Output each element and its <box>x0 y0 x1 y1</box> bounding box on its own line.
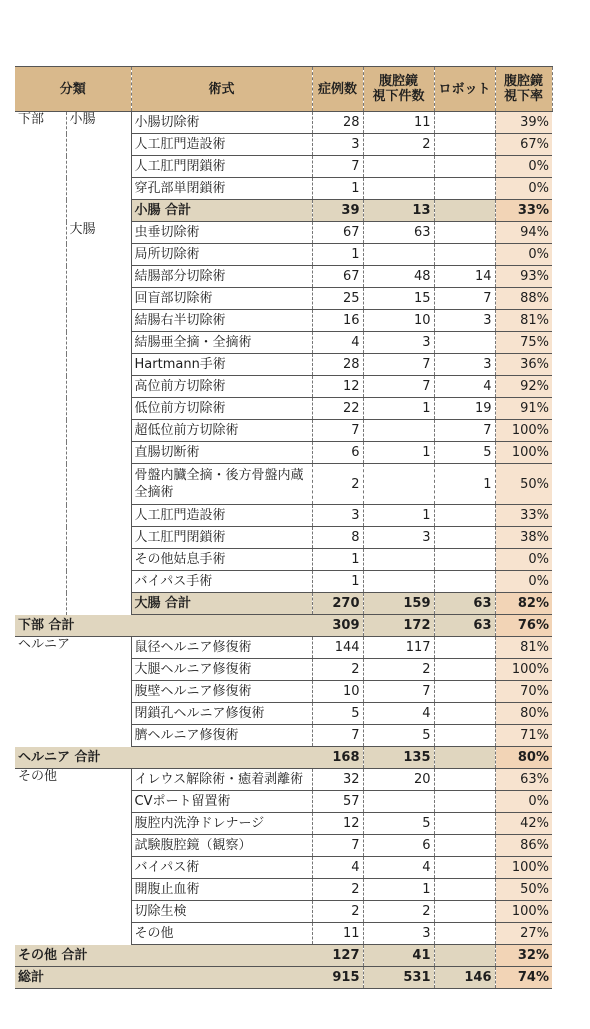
rate-cell: 88% <box>495 288 552 310</box>
section-label-lower: 下部 <box>15 112 66 615</box>
procedure-cell: 人工肛門閉鎖術 <box>131 527 312 549</box>
laparoscopic-cell: 3 <box>363 332 434 354</box>
table-row <box>15 769 552 791</box>
cases-cell: 67 <box>312 222 363 244</box>
cases-cell: 7 <box>312 156 363 178</box>
cases-cell: 11 <box>312 923 363 945</box>
section-label-hernia: ヘルニア <box>18 637 71 652</box>
laparoscopic-cell: 1 <box>363 879 434 901</box>
cases-cell: 1 <box>312 178 363 200</box>
rate-cell: 100% <box>495 659 552 681</box>
laparoscopic-cell: 5 <box>363 813 434 835</box>
procedure-cell: 結腸右半切除術 <box>131 310 312 332</box>
laparoscopic-cell <box>363 549 434 571</box>
procedure-cell: 直腸切断術 <box>131 442 312 464</box>
grand-total-row <box>15 967 552 989</box>
laparoscopic-cell: 2 <box>363 901 434 923</box>
section-label-other: その他 <box>18 769 58 784</box>
robot-cell <box>434 527 495 549</box>
procedure-cell: 試験腹腔鏡（観察） <box>131 835 312 857</box>
robot-cell <box>434 244 495 266</box>
robot-cell <box>434 901 495 923</box>
group-total-row <box>15 615 552 637</box>
laparoscopic-cell: 13 <box>363 200 434 222</box>
procedure-cell: 超低位前方切除術 <box>131 420 312 442</box>
rate-cell: 27% <box>495 923 552 945</box>
procedure-cell: 閉鎖孔ヘルニア修復術 <box>131 703 312 725</box>
cases-cell: 1 <box>312 244 363 266</box>
robot-cell <box>434 659 495 681</box>
rate-cell: 67% <box>495 134 552 156</box>
cases-cell: 28 <box>312 354 363 376</box>
cases-cell: 2 <box>312 901 363 923</box>
laparoscopic-cell: 7 <box>363 376 434 398</box>
procedure-cell: 鼠径ヘルニア修復術 <box>131 637 312 659</box>
group-total-label: ヘルニア 合計 <box>15 747 312 769</box>
procedure-cell: 虫垂切除術 <box>131 222 312 244</box>
robot-cell <box>434 112 495 134</box>
cases-cell: 2 <box>312 659 363 681</box>
robot-cell <box>434 200 495 222</box>
rate-cell: 100% <box>495 901 552 923</box>
rate-cell: 63% <box>495 769 552 791</box>
robot-cell <box>434 703 495 725</box>
header-laparoscopic-line2: 視下件数 <box>372 89 425 104</box>
robot-cell <box>434 156 495 178</box>
rate-cell: 100% <box>495 442 552 464</box>
robot-cell: 4 <box>434 376 495 398</box>
cases-cell: 12 <box>312 813 363 835</box>
procedure-cell: 切除生検 <box>131 901 312 923</box>
procedure-cell: 腹腔内洗浄ドレナージ <box>131 813 312 835</box>
rate-cell: 0% <box>495 244 552 266</box>
group-total-label: その他 合計 <box>15 945 312 967</box>
cases-cell: 57 <box>312 791 363 813</box>
procedure-cell: その他 <box>131 923 312 945</box>
robot-cell <box>434 549 495 571</box>
laparoscopic-cell <box>363 420 434 442</box>
robot-cell: 14 <box>434 266 495 288</box>
rate-cell: 81% <box>495 637 552 659</box>
header-category: 分類 <box>15 67 131 112</box>
robot-cell <box>434 747 495 769</box>
rate-cell: 0% <box>495 571 552 593</box>
laparoscopic-cell: 531 <box>363 967 434 989</box>
robot-cell <box>434 923 495 945</box>
rate-cell: 91% <box>495 398 552 420</box>
header-laparoscopic-line1: 腹腔鏡 <box>379 74 419 89</box>
rate-cell: 0% <box>495 178 552 200</box>
laparoscopic-cell: 3 <box>363 527 434 549</box>
procedure-cell: バイパス術 <box>131 857 312 879</box>
cases-cell: 915 <box>312 967 363 989</box>
cases-cell: 6 <box>312 442 363 464</box>
cases-cell: 127 <box>312 945 363 967</box>
robot-cell: 146 <box>434 967 495 989</box>
laparoscopic-cell: 172 <box>363 615 434 637</box>
cases-cell: 1 <box>312 571 363 593</box>
procedure-cell: 高位前方切除術 <box>131 376 312 398</box>
laparoscopic-cell <box>363 791 434 813</box>
surgery-table <box>15 66 553 989</box>
rate-cell: 100% <box>495 857 552 879</box>
rate-cell: 32% <box>495 945 552 967</box>
rate-cell: 74% <box>495 967 552 989</box>
robot-cell <box>434 879 495 901</box>
rate-cell: 42% <box>495 813 552 835</box>
rate-cell: 80% <box>495 703 552 725</box>
procedure-cell: 結腸部分切除術 <box>131 266 312 288</box>
header-rate-line2: 視下率 <box>504 89 544 104</box>
robot-cell <box>434 332 495 354</box>
robot-cell: 3 <box>434 310 495 332</box>
procedure-cell: 結腸亜全摘・全摘術 <box>131 332 312 354</box>
rate-cell: 38% <box>495 527 552 549</box>
robot-cell <box>434 505 495 527</box>
procedure-cell: 臍ヘルニア修復術 <box>131 725 312 747</box>
laparoscopic-cell: 15 <box>363 288 434 310</box>
rate-cell: 39% <box>495 112 552 134</box>
rate-cell: 82% <box>495 593 552 615</box>
laparoscopic-cell: 4 <box>363 857 434 879</box>
rate-cell: 0% <box>495 791 552 813</box>
robot-cell: 63 <box>434 615 495 637</box>
procedure-cell: CVポート留置術 <box>131 791 312 813</box>
rate-cell: 0% <box>495 549 552 571</box>
robot-cell <box>434 637 495 659</box>
cases-cell: 168 <box>312 747 363 769</box>
robot-cell: 7 <box>434 288 495 310</box>
header-laparoscopic-count <box>363 67 434 112</box>
laparoscopic-cell <box>363 464 434 505</box>
procedure-cell: 人工肛門造設術 <box>131 505 312 527</box>
procedure-cell: バイパス手術 <box>131 571 312 593</box>
procedure-cell: 小腸切除術 <box>131 112 312 134</box>
robot-cell: 5 <box>434 442 495 464</box>
cases-cell: 4 <box>312 857 363 879</box>
robot-cell <box>434 813 495 835</box>
procedure-cell: 大腸 合計 <box>131 593 312 615</box>
cases-cell: 25 <box>312 288 363 310</box>
group-total-row <box>15 747 552 769</box>
procedure-cell: 人工肛門閉鎖術 <box>131 156 312 178</box>
rate-cell: 33% <box>495 200 552 222</box>
laparoscopic-cell <box>363 244 434 266</box>
cases-cell: 1 <box>312 549 363 571</box>
laparoscopic-cell: 48 <box>363 266 434 288</box>
robot-cell <box>434 222 495 244</box>
table-row <box>15 222 552 244</box>
table-row <box>15 637 552 659</box>
procedure-cell: 局所切除術 <box>131 244 312 266</box>
robot-cell <box>434 134 495 156</box>
rate-cell: 50% <box>495 879 552 901</box>
header-row <box>15 67 552 112</box>
group-total-row <box>15 945 552 967</box>
robot-cell <box>434 945 495 967</box>
robot-cell: 19 <box>434 398 495 420</box>
procedure-cell: 腹壁ヘルニア修復術 <box>131 681 312 703</box>
laparoscopic-cell: 1 <box>363 398 434 420</box>
laparoscopic-cell: 117 <box>363 637 434 659</box>
cases-cell: 144 <box>312 637 363 659</box>
rate-cell: 71% <box>495 725 552 747</box>
laparoscopic-cell: 7 <box>363 354 434 376</box>
robot-cell <box>434 681 495 703</box>
rate-cell: 92% <box>495 376 552 398</box>
robot-cell <box>434 571 495 593</box>
robot-cell <box>434 725 495 747</box>
rate-cell: 100% <box>495 420 552 442</box>
robot-cell: 3 <box>434 354 495 376</box>
rate-cell: 81% <box>495 310 552 332</box>
laparoscopic-cell: 135 <box>363 747 434 769</box>
procedure-cell: 骨盤内臓全摘・後方骨盤内蔵全摘術 <box>131 464 312 505</box>
rate-cell: 0% <box>495 156 552 178</box>
robot-cell: 1 <box>434 464 495 505</box>
cases-cell: 309 <box>312 615 363 637</box>
cases-cell: 28 <box>312 112 363 134</box>
laparoscopic-cell: 41 <box>363 945 434 967</box>
robot-cell <box>434 178 495 200</box>
rate-cell: 70% <box>495 681 552 703</box>
rate-cell: 76% <box>495 615 552 637</box>
cases-cell: 270 <box>312 593 363 615</box>
procedure-cell: 小腸 合計 <box>131 200 312 222</box>
cases-cell: 12 <box>312 376 363 398</box>
rate-cell: 86% <box>495 835 552 857</box>
laparoscopic-cell: 11 <box>363 112 434 134</box>
cases-cell: 7 <box>312 835 363 857</box>
laparoscopic-cell <box>363 156 434 178</box>
rate-cell: 50% <box>495 464 552 505</box>
procedure-cell: イレウス解除術・癒着剥離術 <box>131 769 312 791</box>
laparoscopic-cell <box>363 571 434 593</box>
grand-total-label: 総計 <box>15 967 312 989</box>
laparoscopic-cell: 63 <box>363 222 434 244</box>
cases-cell: 32 <box>312 769 363 791</box>
laparoscopic-cell: 20 <box>363 769 434 791</box>
table-row <box>15 112 552 134</box>
cases-cell: 5 <box>312 703 363 725</box>
cases-cell: 2 <box>312 879 363 901</box>
rate-cell: 75% <box>495 332 552 354</box>
procedure-cell: 穿孔部単閉鎖術 <box>131 178 312 200</box>
rate-cell: 33% <box>495 505 552 527</box>
header-robot: ロボット <box>434 67 495 112</box>
robot-cell: 63 <box>434 593 495 615</box>
cases-cell: 16 <box>312 310 363 332</box>
laparoscopic-cell: 6 <box>363 835 434 857</box>
cases-cell: 7 <box>312 420 363 442</box>
cases-cell: 2 <box>312 464 363 505</box>
header-procedure: 術式 <box>131 67 312 112</box>
cases-cell: 3 <box>312 134 363 156</box>
cases-cell: 22 <box>312 398 363 420</box>
header-rate-line1: 腹腔鏡 <box>504 74 544 89</box>
laparoscopic-cell: 2 <box>363 134 434 156</box>
procedure-cell: 低位前方切除術 <box>131 398 312 420</box>
laparoscopic-cell: 10 <box>363 310 434 332</box>
section-label-large-intestine: 大腸 <box>69 221 96 237</box>
cases-cell: 39 <box>312 200 363 222</box>
laparoscopic-cell: 5 <box>363 725 434 747</box>
section-label-small-intestine: 小腸 <box>69 112 96 127</box>
procedure-cell: 人工肛門造設術 <box>131 134 312 156</box>
procedure-cell: 回盲部切除術 <box>131 288 312 310</box>
rate-cell: 94% <box>495 222 552 244</box>
laparoscopic-cell <box>363 178 434 200</box>
cases-cell: 3 <box>312 505 363 527</box>
laparoscopic-cell: 1 <box>363 505 434 527</box>
rate-cell: 93% <box>495 266 552 288</box>
robot-cell <box>434 791 495 813</box>
procedure-cell: 開腹止血術 <box>131 879 312 901</box>
cases-cell: 7 <box>312 725 363 747</box>
robot-cell <box>434 769 495 791</box>
robot-cell <box>434 857 495 879</box>
laparoscopic-cell: 159 <box>363 593 434 615</box>
rate-cell: 36% <box>495 354 552 376</box>
laparoscopic-cell: 2 <box>363 659 434 681</box>
laparoscopic-cell: 7 <box>363 681 434 703</box>
procedure-cell: 大腿ヘルニア修復術 <box>131 659 312 681</box>
procedure-cell: その他姑息手術 <box>131 549 312 571</box>
rate-cell: 80% <box>495 747 552 769</box>
laparoscopic-cell: 1 <box>363 442 434 464</box>
group-total-label: 下部 合計 <box>15 615 312 637</box>
cases-cell: 67 <box>312 266 363 288</box>
header-laparoscopic-rate <box>495 67 552 112</box>
cases-cell: 8 <box>312 527 363 549</box>
robot-cell: 7 <box>434 420 495 442</box>
robot-cell <box>434 835 495 857</box>
procedure-cell: Hartmann手術 <box>131 354 312 376</box>
laparoscopic-cell: 3 <box>363 923 434 945</box>
cases-cell: 10 <box>312 681 363 703</box>
cases-cell: 4 <box>312 332 363 354</box>
header-cases: 症例数 <box>312 67 363 112</box>
laparoscopic-cell: 4 <box>363 703 434 725</box>
